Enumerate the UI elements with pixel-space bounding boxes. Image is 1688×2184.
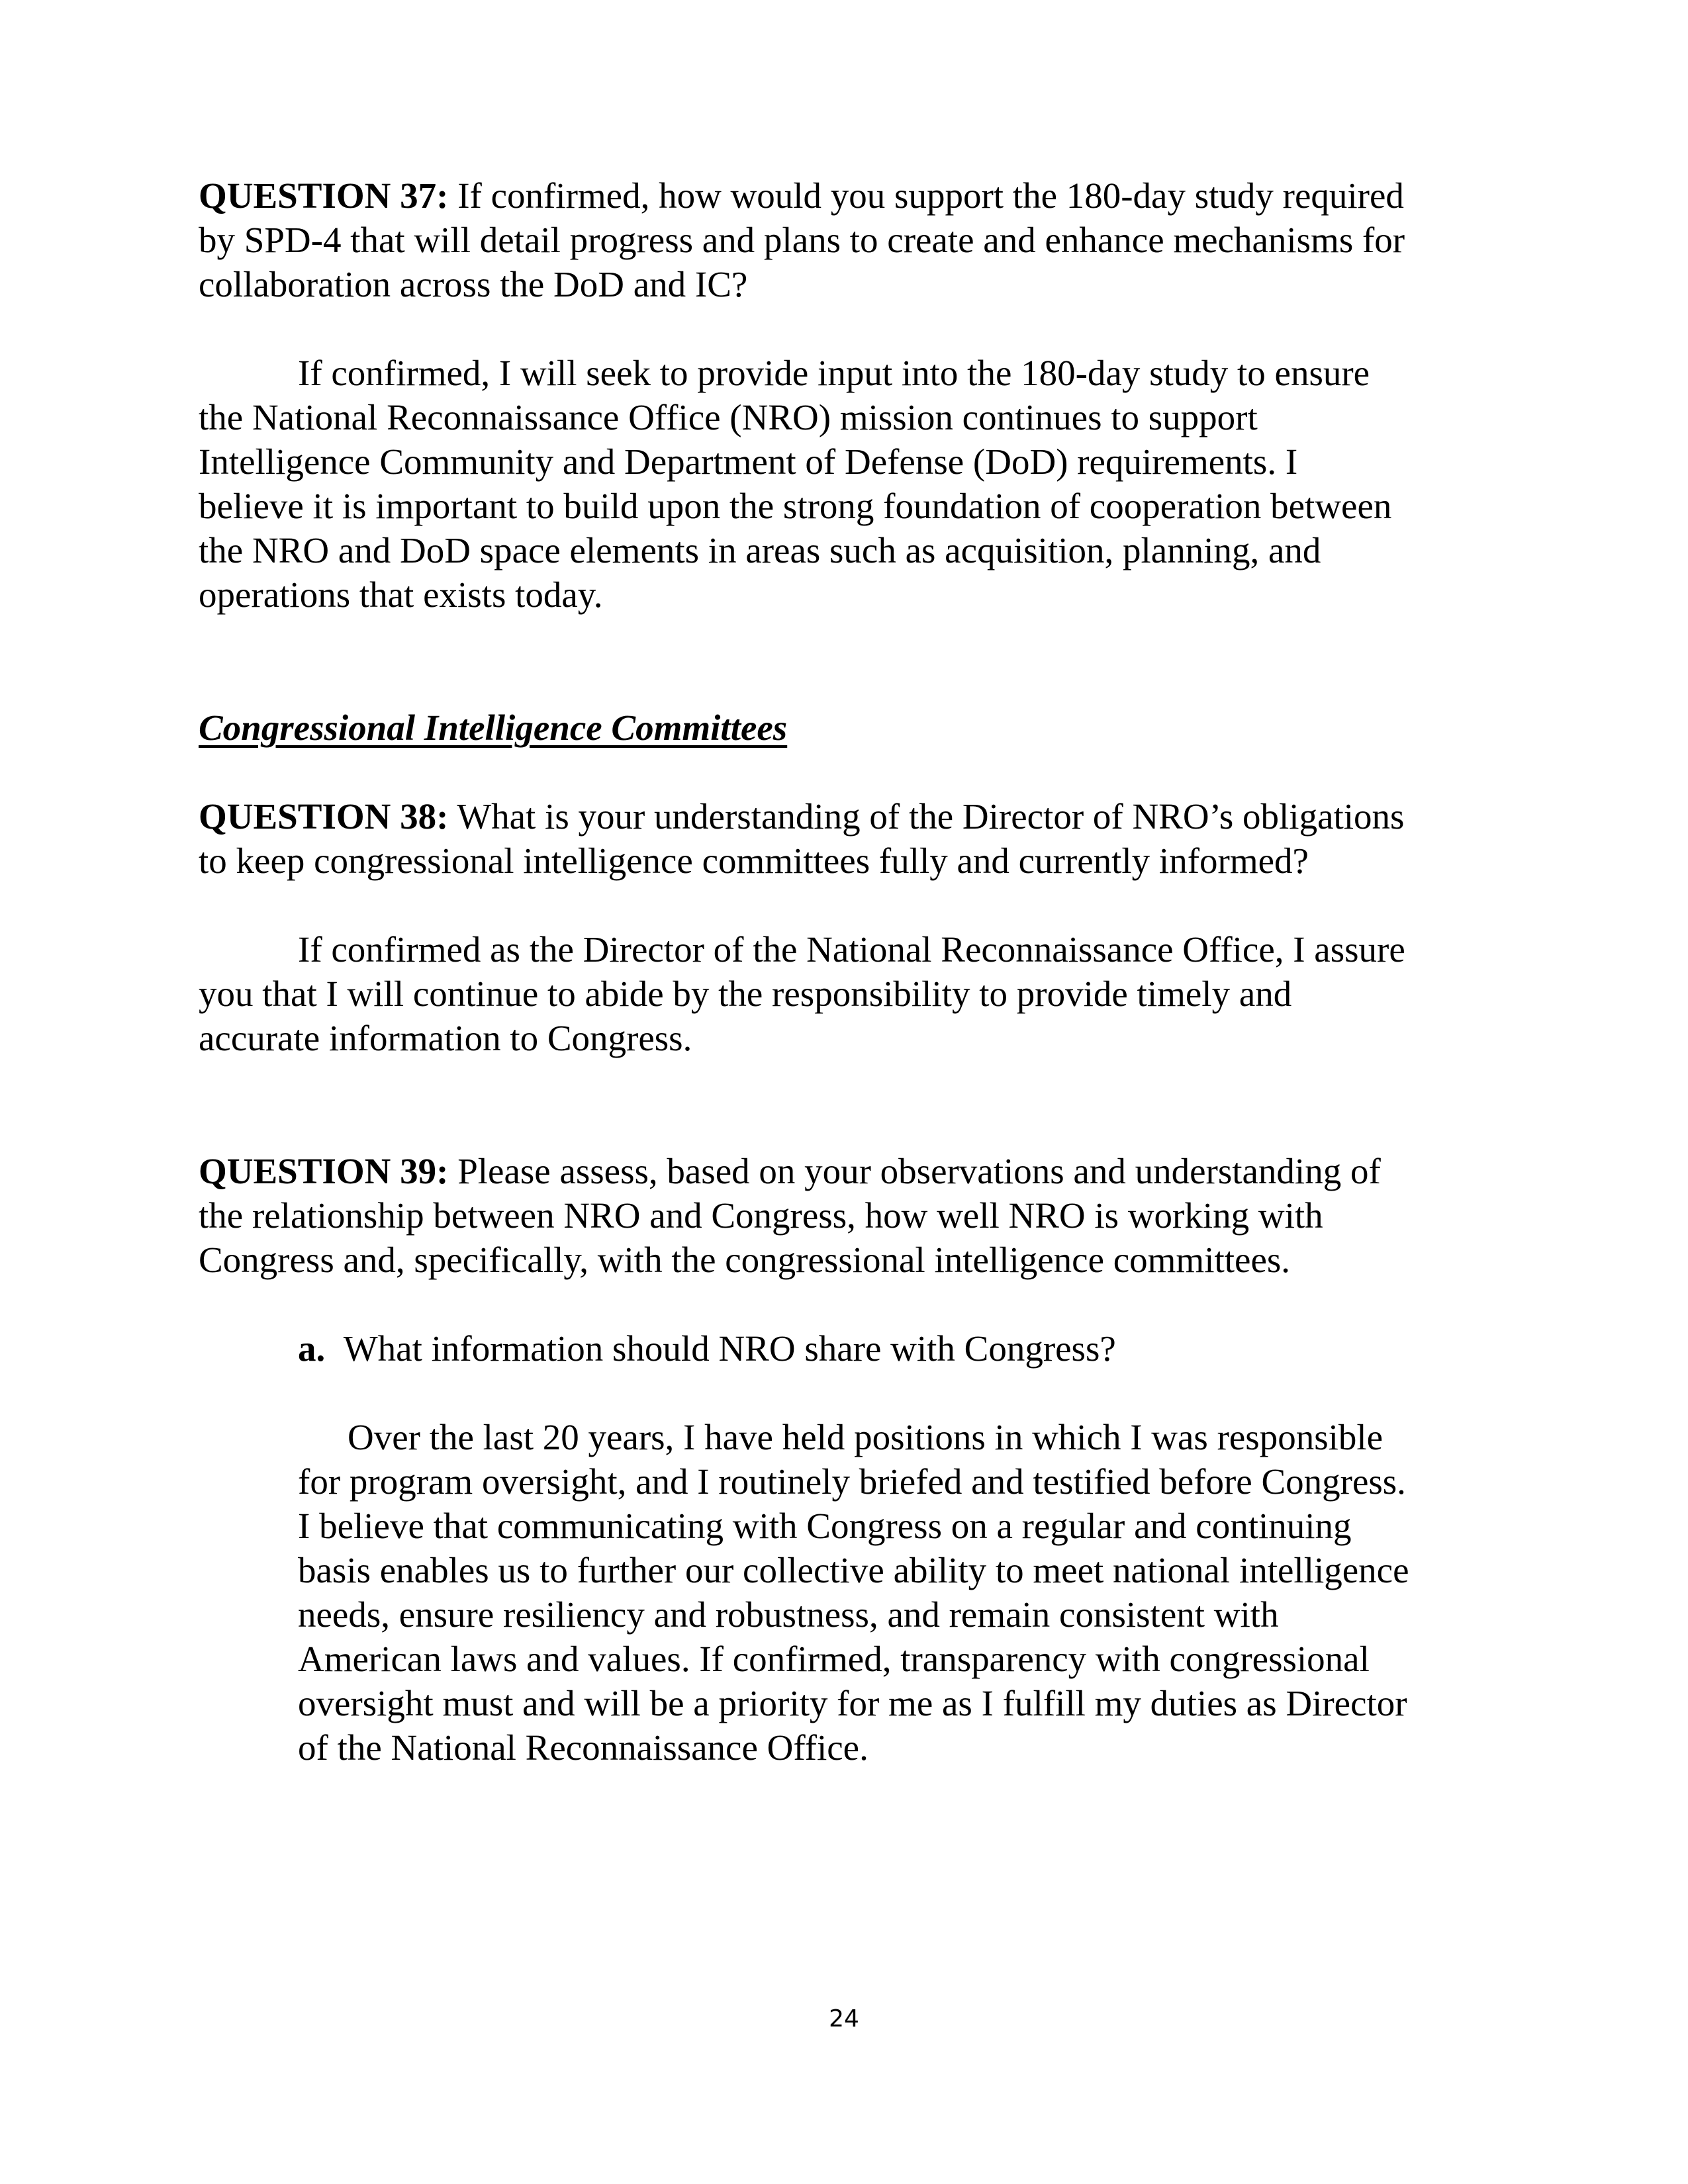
question-text: collaboration across the DoD and IC? — [199, 264, 748, 304]
question-39a — [199, 1326, 1496, 1371]
document-page — [199, 173, 1496, 1770]
answer-text: If confirmed as the Director of the National Reconnaissance Office, I assure — [298, 929, 1405, 970]
answer-text: Intelligence Community and Department of Defense (DoD) requirements. I — [199, 441, 1298, 482]
question-text: Please assess, based on your observations and understanding of — [448, 1151, 1381, 1191]
question-text: What is your understanding of the Director of NRO’s obligations — [448, 796, 1405, 837]
question-text: to keep congressional intelligence committees fully and currently informed? — [199, 841, 1309, 881]
question-39 — [199, 1149, 1496, 1282]
answer-text: of the National Reconnaissance Office. — [298, 1727, 868, 1768]
question-37-label: QUESTION 37: — [199, 175, 449, 216]
question-38-label: QUESTION 38: — [199, 796, 449, 837]
question-text: If confirmed, how would you support the 180-day study required — [448, 175, 1404, 216]
section-heading-wrap — [199, 705, 1496, 750]
question-38 — [199, 794, 1496, 883]
answer-text: If confirmed, I will seek to provide input into the 180-day study to ensure — [298, 353, 1370, 393]
question-37 — [199, 173, 1496, 306]
page-number: 24 — [829, 2005, 859, 2032]
answer-text: accurate information to Congress. — [199, 1018, 692, 1058]
answer-text: needs, ensure resiliency and robustness, and remain consistent with — [298, 1594, 1279, 1635]
question-text: Congress and, specifically, with the congressional intelligence committees. — [199, 1240, 1291, 1280]
question-text: the relationship between NRO and Congress, how well NRO is working with — [199, 1195, 1323, 1236]
answer-text: the NRO and DoD space elements in areas such as acquisition, planning, and — [199, 530, 1321, 570]
answer-text: basis enables us to further our collective ability to meet national intelligence — [298, 1550, 1409, 1590]
answer-37 — [199, 351, 1496, 617]
answer-39a — [199, 1415, 1496, 1770]
answer-text: I believe that communicating with Congress on a regular and continuing — [298, 1506, 1352, 1546]
answer-text: believe it is important to build upon the strong foundation of cooperation between — [199, 486, 1392, 526]
answer-38 — [199, 927, 1496, 1060]
answer-text: operations that exists today. — [199, 574, 603, 615]
answer-text: the National Reconnaissance Office (NRO) mission continues to support — [199, 397, 1258, 437]
question-39-label: QUESTION 39: — [199, 1151, 449, 1191]
section-heading: Congressional Intelligence Committees — [199, 707, 788, 748]
question-text: by SPD-4 that will detail progress and plans to create and enhance mechanisms for — [199, 220, 1405, 260]
answer-text: oversight must and will be a priority for me as I fulfill my duties as Director — [298, 1683, 1407, 1723]
answer-text: for program oversight, and I routinely briefed and testified before Congress. — [298, 1461, 1406, 1502]
subquestion-a-text: What information should NRO share with Congress? — [343, 1328, 1116, 1369]
answer-text: Over the last 20 years, I have held positions in which I was responsible — [348, 1417, 1383, 1457]
answer-text: you that I will continue to abide by the responsibility to provide timely and — [199, 974, 1292, 1014]
answer-text: American laws and values. If confirmed, transparency with congressional — [298, 1639, 1370, 1679]
subquestion-a-label: a. — [298, 1328, 326, 1369]
